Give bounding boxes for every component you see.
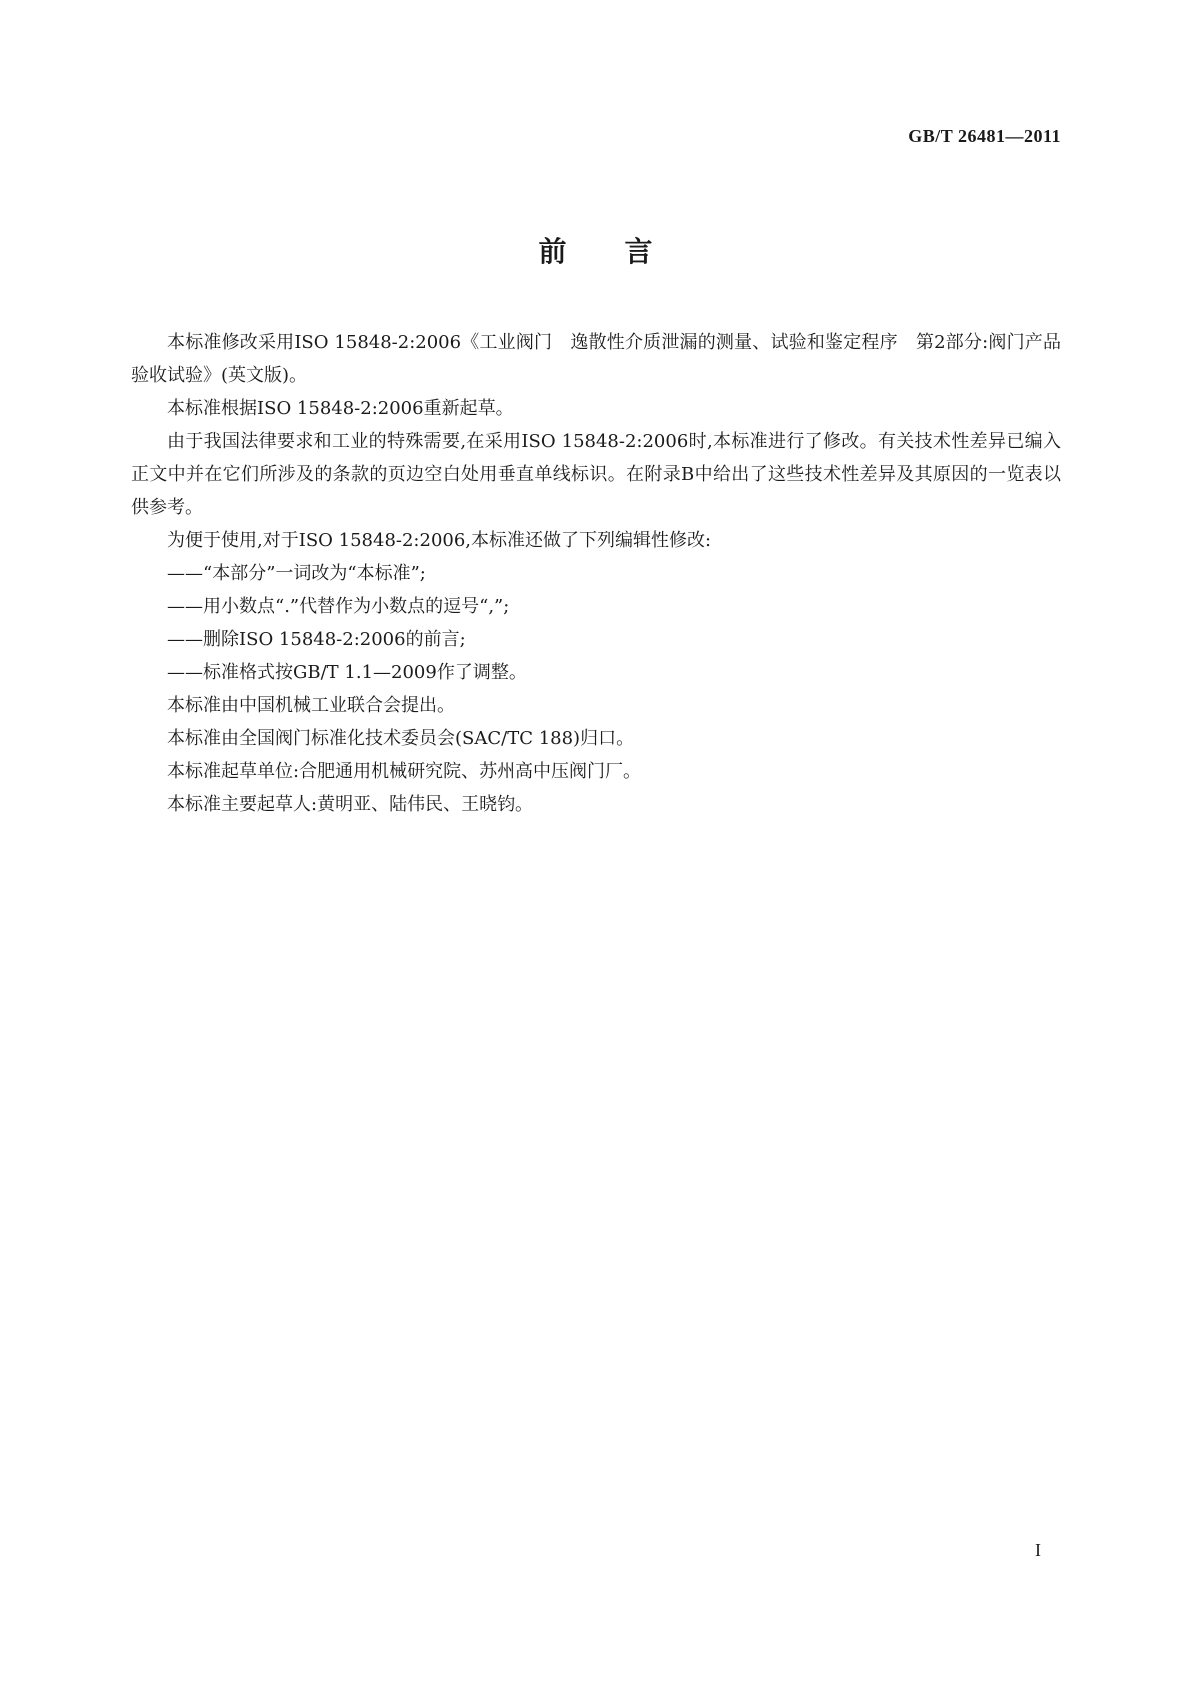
list-item: ——用小数点“.”代替作为小数点的逗号“,”;	[167, 596, 510, 617]
list-item: ——删除ISO 15848-2:2006的前言;	[167, 629, 466, 650]
page-title: 前言	[538, 235, 711, 268]
paragraph: 本标准起草单位:合肥通用机械研究院、苏州高中压阀门厂。	[167, 761, 642, 782]
paragraph: 由于我国法律要求和工业的特殊需要,在采用ISO 15848-2:2006时,本标准进行了修改。有关技术性差异已编入正文中并在它们所涉及的条款的页边空白处用垂直单线标识。在附录B中给出了这些技术性差异及其原因的一览表以供参考。	[131, 431, 1061, 518]
standard-number: GB/T 26481—2011	[908, 126, 1061, 146]
paragraph: 本标准根据ISO 15848-2:2006重新起草。	[167, 398, 514, 419]
paragraph: 本标准修改采用ISO 15848-2:2006《工业阀门 逸散性介质泄漏的测量、试验和鉴定程序 第2部分:阀门产品验收试验》(英文版)。	[131, 332, 1061, 386]
paragraph: 本标准主要起草人:黄明亚、陆伟民、王晓钧。	[167, 794, 534, 815]
page-number: I	[1035, 1540, 1041, 1560]
foreword-body	[131, 326, 1061, 821]
list-item: ——标准格式按GB/T 1.1—2009作了调整。	[167, 662, 527, 683]
list-item: ——“本部分”一词改为“本标准”;	[167, 563, 426, 584]
paragraph: 本标准由全国阀门标准化技术委员会(SAC/TC 188)归口。	[167, 728, 635, 749]
paragraph: 本标准由中国机械工业联合会提出。	[167, 695, 455, 716]
paragraph: 为便于使用,对于ISO 15848-2:2006,本标准还做了下列编辑性修改:	[167, 530, 712, 551]
